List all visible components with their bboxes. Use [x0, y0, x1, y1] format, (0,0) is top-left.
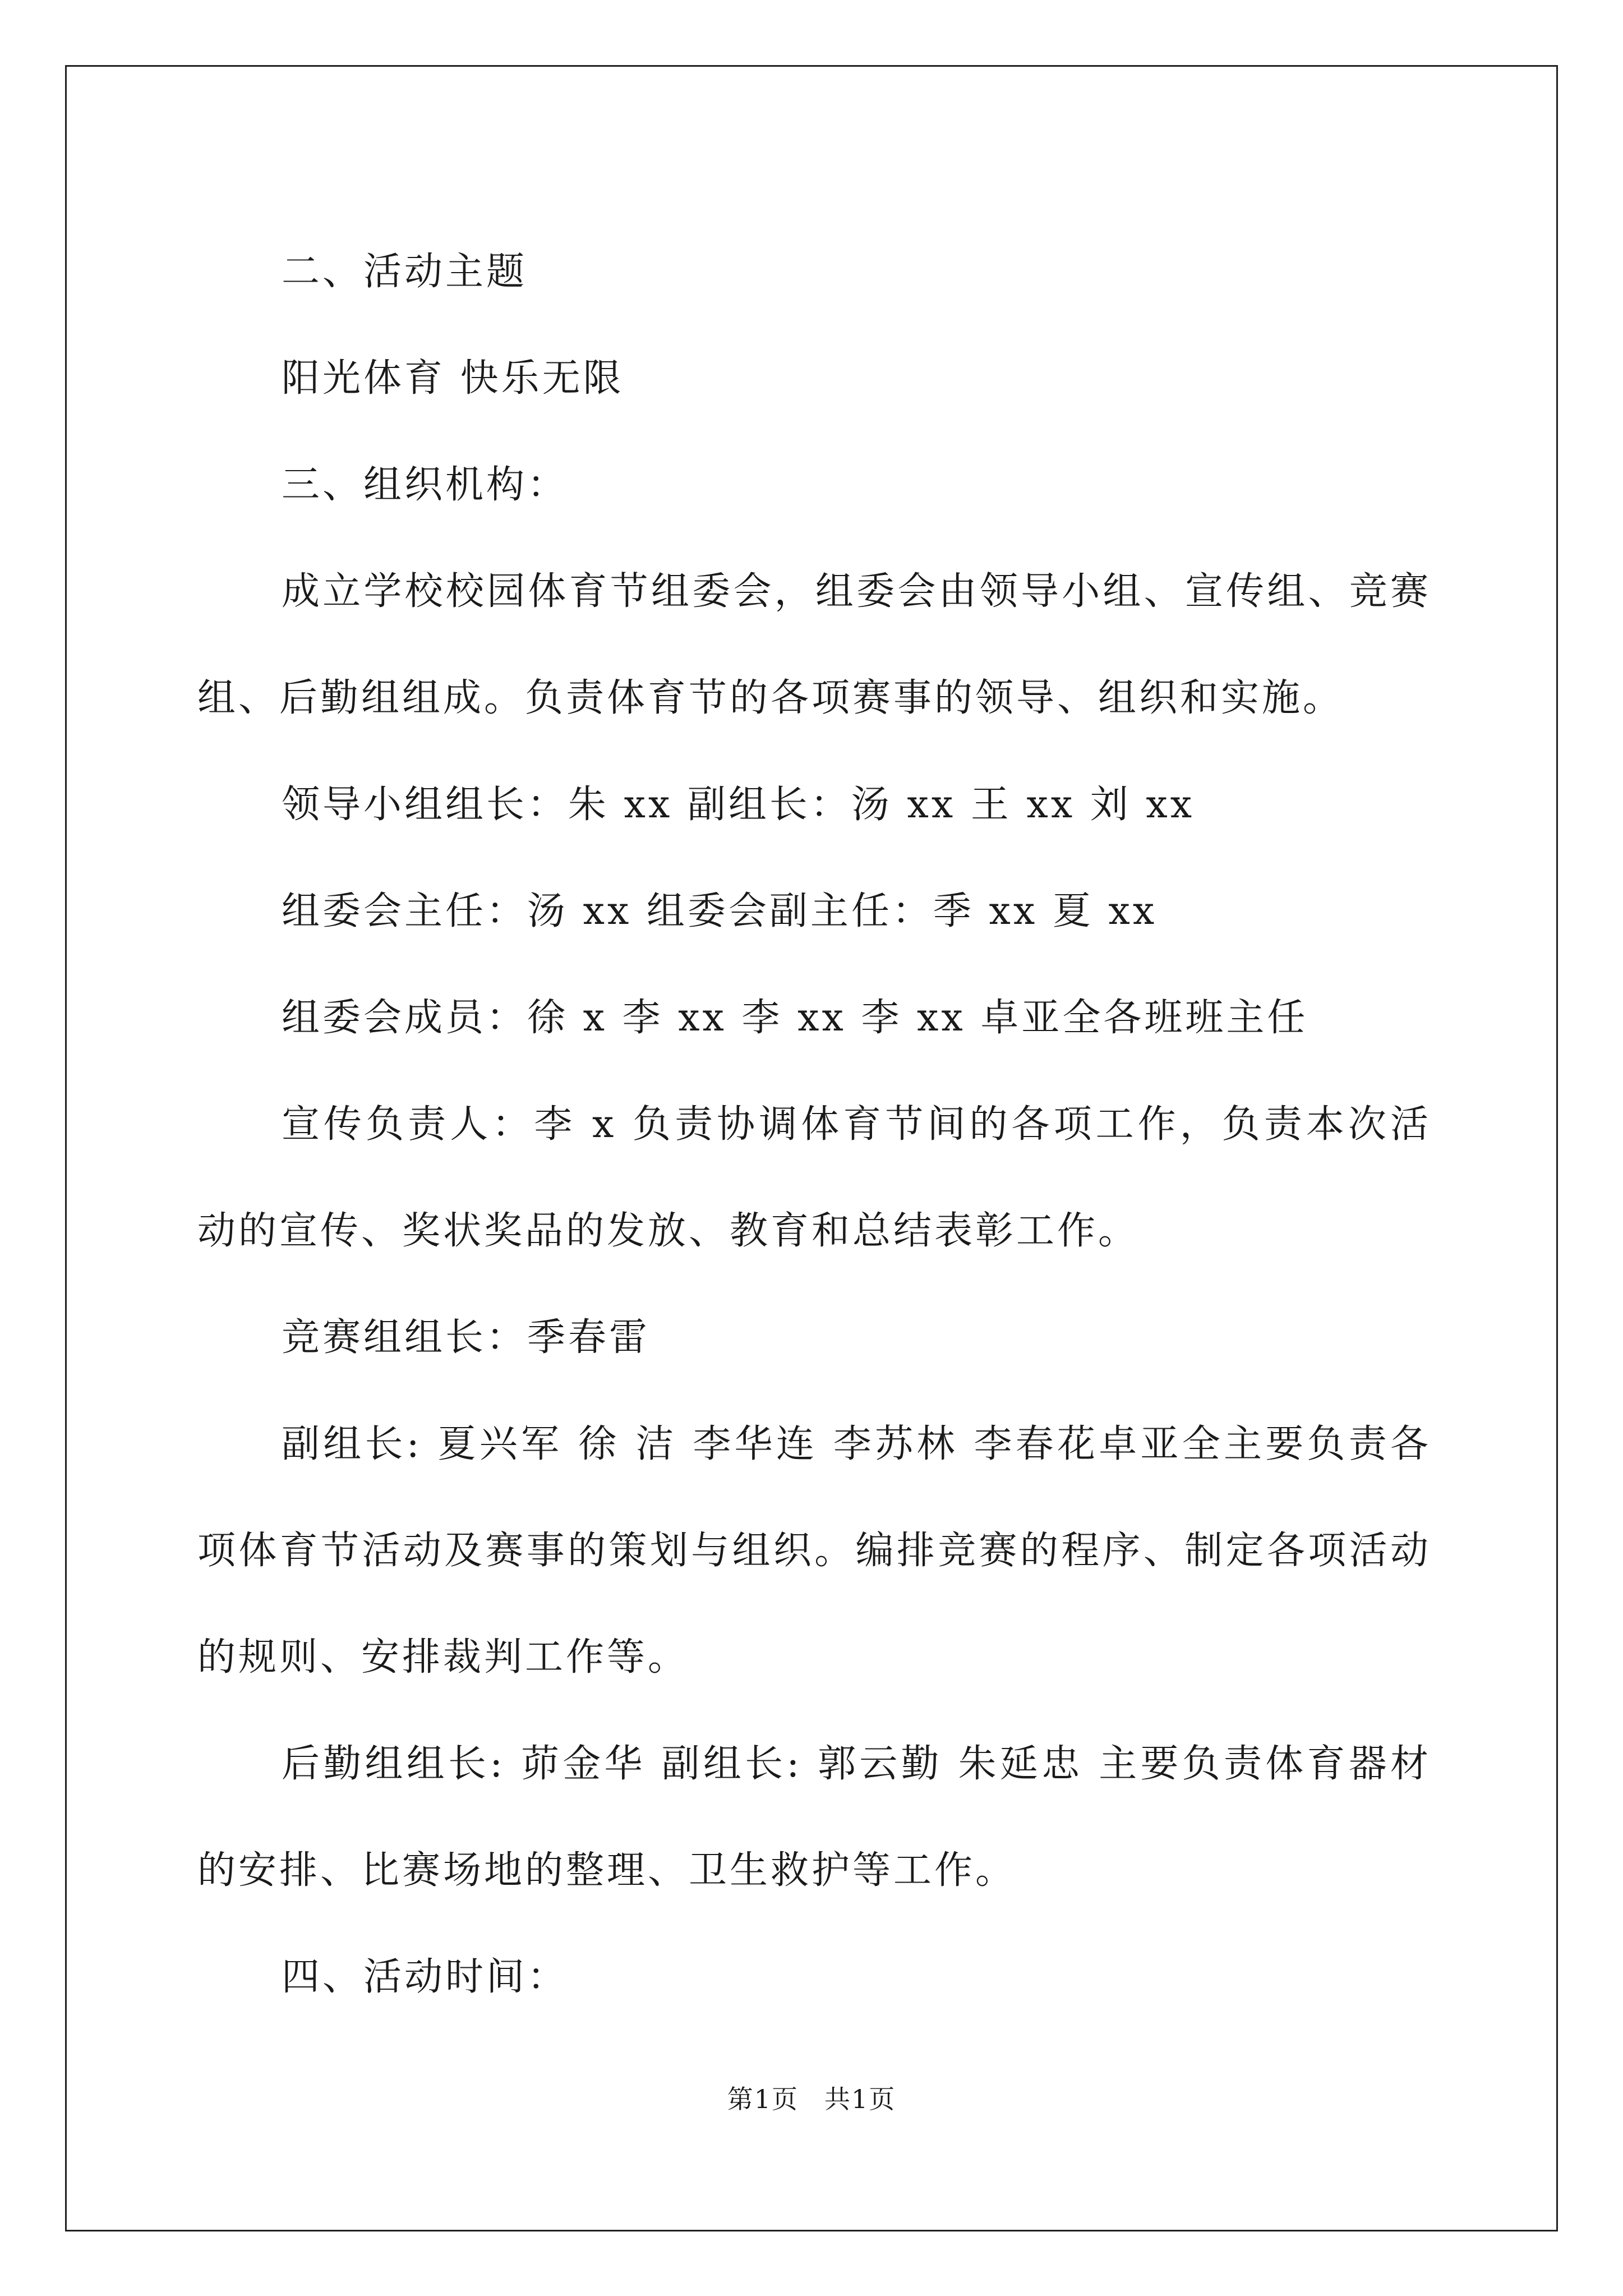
section-heading-time: 四、活动时间：	[282, 1955, 569, 1999]
page-total: 共1页	[824, 2084, 896, 2114]
competition-deputies-paragraph: 副组长: 夏兴军 徐 洁 李华连 李苏林 李春花卓亚全主要负责各项体育节活动及赛事的策划与组织。编排竞赛的程序、制定各项活动的规则、安排裁判工作等。	[197, 1422, 1431, 1680]
committee-director-line: 组委会主任：汤 xx 组委会副主任：季 xx 夏 xx	[282, 889, 1158, 933]
publicity-paragraph: 宣传负责人：李 x 负责协调体育节间的各项工作，负责本次活动的宣传、奖状奖品的发放、教育和总结表彰工作。	[197, 1102, 1431, 1253]
committee-members-line: 组委会成员：徐 x 李 xx 李 xx 李 xx 卓亚全各班班主任	[282, 996, 1308, 1040]
competition-leader-line: 竞赛组组长：季春雷	[282, 1315, 651, 1360]
leadership-group-line: 领导小组组长：朱 xx 副组长：汤 xx 王 xx 刘 xx	[282, 783, 1195, 827]
organization-paragraph: 成立学校校园体育节组委会，组委会由领导小组、宣传组、竞赛组、后勤组组成。负责体育节的各项赛事的领导、组织和实施。	[197, 569, 1431, 720]
section-heading-theme: 二、活动主题	[282, 250, 528, 294]
page-footer	[65, 2082, 1558, 2116]
page-number: 第1页	[727, 2084, 799, 2114]
theme-text: 阳光体育 快乐无限	[282, 356, 624, 401]
section-heading-organization: 三、组织机构：	[282, 463, 569, 507]
document-body	[197, 219, 1431, 2031]
logistics-paragraph: 后勤组组长: 茆金华 副组长: 郭云勤 朱延忠 主要负责体育器材的安排、比赛场地的整理、卫生救护等工作。	[197, 1742, 1431, 1893]
